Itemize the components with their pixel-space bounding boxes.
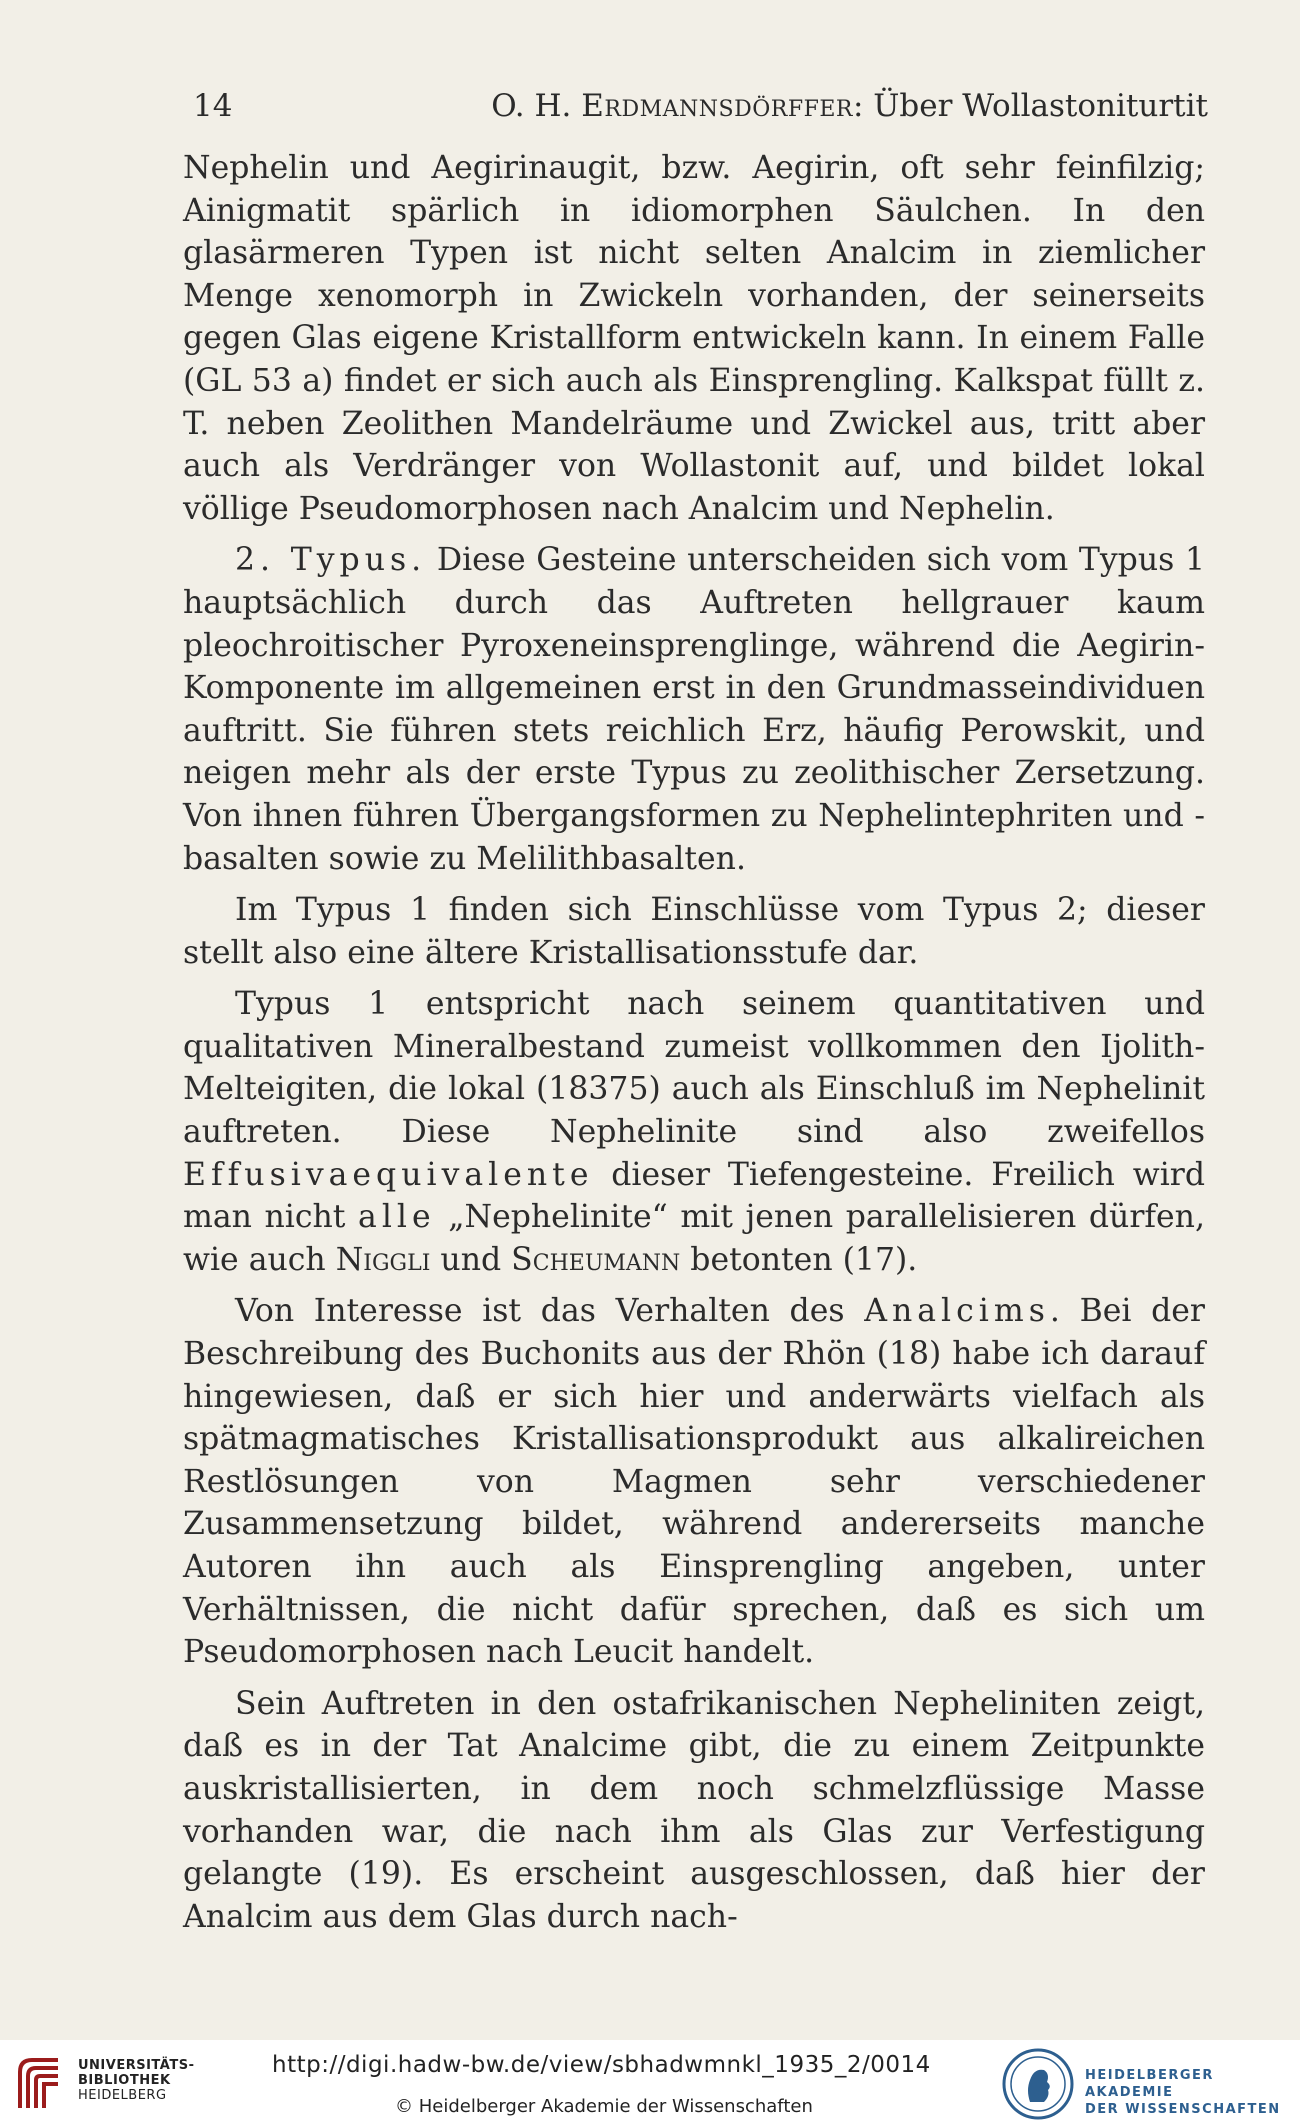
author-scheumann: Scheumann: [511, 1241, 681, 1278]
author-niggli: Niggli: [335, 1241, 431, 1278]
university-library-logo-icon: [10, 2050, 76, 2116]
paragraph-3: Im Typus 1 finden sich Einschlüsse vom Typus 2; dieser stellt also eine ältere Kristallisationsstufe dar.: [183, 892, 1205, 971]
paragraph-typus-2-text: Diese Gesteine unterscheiden sich vom Typus 1 hauptsächlich durch das Auftreten hellgrauer kaum pleochroitischer Pyroxeneinsprenglinge, während die Aegirin-Komponente im allgemeinen erst in den Grundmasseindividuen auftritt. Sie führen stets reichlich Erz, häufig Perowskit, und neigen mehr als der erste Typus zu zeolithischer Zersetzung. Von ihnen führen Übergangsformen zu Nephelintephriten und -basalten sowie zu Melilithbasalten.: [183, 542, 1205, 877]
page-number: 14: [193, 88, 233, 124]
library-line-2: BIBLIOTHEK: [78, 2073, 171, 2088]
university-library-name: [78, 2058, 194, 2103]
paragraph-4: [183, 983, 1205, 1281]
footer-bar: [0, 2040, 1300, 2128]
emphasis-analcims: Analcims: [864, 1293, 1050, 1330]
author-surname: Erdmannsdörffer: [581, 88, 853, 124]
p4-text-e: betonten (17).: [680, 1241, 918, 1278]
paragraph-typus-2: [183, 539, 1205, 880]
library-line-1: UNIVERSITÄTS-: [78, 2058, 195, 2073]
p5-text-b: . Bei der Beschreibung des Buchonits aus der Rhön (18) habe ich darauf hingewiesen, daß er sich hier und anderwärts vielfach als spätmagmatisches Kristallisationsprodukt aus alkalireichen Restlösungen von Magmen sehr verschiedener Zusammensetzung bildet, während andererseits manche Autoren ihn auch als Einsprengling angeben, unter Verhältnissen, die nicht dafür sprechen, daß es sich um Pseudomorphosen nach Leucit handelt.: [183, 1293, 1205, 1671]
copyright-notice: © Heidelberger Akademie der Wissenschaften: [395, 2096, 813, 2117]
running-header: [185, 88, 1208, 138]
paragraph-1: Nephelin und Aegirinaugit, bzw. Aegirin, oft sehr feinfilzig; Ainigmatit spärlich in idiomorphen Säulchen. In den glasärmeren Typen ist nicht selten Analcim in ziemlicher Menge xenomorph in Zwickeln vorhanden, der seinerseits gegen Glas eigene Kristallform entwickeln kann. In einem Falle (GL 53 a) findet er sich auch als Einsprengling. Kalkspat füllt z. T. neben Zeolithen Mandelräume und Zwickel aus, tritt aber auch als Verdränger von Wollastonit auf, und bildet lokal völlige Pseudomorphosen nach Analcim und Nephelin.: [183, 150, 1205, 527]
permalink-url[interactable]: http://digi.hadw-bw.de/view/sbhadwmnkl_1935_2/0014: [272, 2052, 931, 2078]
academy-line-1: HEIDELBERGER AKADEMIE: [1085, 2068, 1214, 2100]
running-title: [491, 88, 1208, 124]
library-line-3: HEIDELBERG: [78, 2088, 167, 2103]
emphasis-effusivaequivalente: Effusivaequivalente: [183, 1156, 594, 1193]
body-text: [183, 147, 1205, 1938]
p4-text-d: und: [430, 1241, 512, 1278]
academy-seal-icon: [1000, 2046, 1076, 2122]
p4-text-a: Typus 1 entspricht nach seinem quantitativen und qualitativen Mineralbestand zumeist vollkommen den Ijolith-Melteigiten, die lokal (18375) auch als Einschluß im Nephelinit auftreten. Diese Nephelinite sind also zweifellos: [183, 986, 1205, 1151]
article-title: : Über Wollastoniturtit: [852, 88, 1208, 124]
paragraph-5: [183, 1290, 1205, 1673]
author-initials: O. H.: [491, 88, 572, 124]
emphasis-alle: alle: [358, 1199, 436, 1236]
academy-line-2: DER WISSENSCHAFTEN: [1085, 2102, 1281, 2117]
academy-name: [1085, 2067, 1300, 2118]
p4-text-c: „Nephelinite“ mit jenen parallelisieren dürfen, wie auch: [183, 1199, 1205, 1278]
paragraph-6: Sein Auftreten in den ostafrikanischen Nepheliniten zeigt, daß es in der Tat Analcime gibt, die zu einem Zeitpunkte auskristallisierten, in dem noch schmelzflüssige Masse vorhanden war, die nach ihm als Glas zur Verfestigung gelangte (19). Es erscheint ausgeschlossen, daß hier der Analcim aus dem Glas durch nach-: [183, 1685, 1205, 1935]
section-label-typus-2: 2. Typus.: [235, 542, 427, 579]
p5-text-a: Von Interesse ist das Verhalten des: [235, 1293, 865, 1330]
p4-text-b: dieser Tiefengesteine. Freilich wird man nicht: [183, 1156, 1205, 1236]
